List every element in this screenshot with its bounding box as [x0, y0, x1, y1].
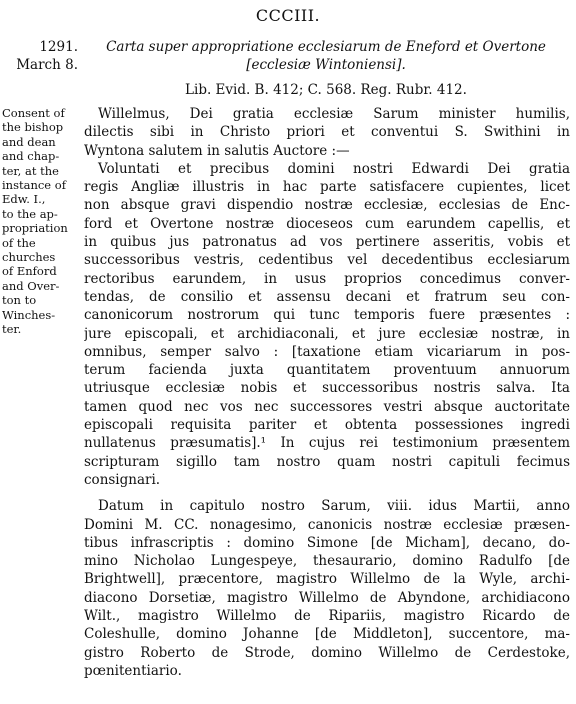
text-line: jure episcopali, et archidiaconali, et jure ecclesiæ nostræ, in: [84, 325, 570, 342]
text-line: Brightwell], præcentore, magistro Willelmo de la Wyle, archi-: [84, 571, 570, 588]
title-line: Carta super appropriatione ecclesiarum de Eneford et Overtone: [106, 39, 546, 55]
text-line: Voluntati et precibus domini nostri Edwardi Dei gratia: [98, 160, 570, 177]
text-line: episcopali requisita pariter et obtenta possessiones ingredi: [84, 417, 570, 434]
text-line: omnibus, semper salvo : [taxatione etiam vicariarum in pos-: [84, 343, 570, 360]
note-line: propriation: [2, 221, 68, 236]
text-line: diacono Dorsetiæ, magistro Willelmo de Abyndone, archidiacono: [84, 589, 570, 606]
text-line: Domini M. CC. nonagesimo, canonicis nostræ ecclesiæ præsen-: [84, 516, 570, 533]
text-line: rectoribus earundem, in usus proprios concedimus conver-: [84, 270, 570, 287]
margin-summary-note: [2, 106, 78, 337]
text-line: regis Angliæ illustris in hac parte satisfacere cupientes, licet: [84, 179, 570, 196]
charter-body: [84, 105, 570, 680]
text-line: mino Nicholao Lungespeye, thesaurario, domino Radulfo [de: [84, 553, 570, 570]
document-number-heading: CCCIII.: [255, 6, 321, 25]
source-references: Lib. Evid. B. 412; C. 568. Reg. Rubr. 412.: [185, 82, 467, 98]
text-line: consignari.: [84, 471, 161, 488]
note-line: and dean: [2, 134, 56, 149]
paragraph-gap: [84, 489, 570, 497]
note-line: Consent of: [2, 106, 65, 120]
note-line: Edw. I.,: [2, 192, 46, 207]
text-line: scripturam sigillo tam nostro quam nostri capituli fecimus: [84, 453, 570, 470]
text-line: pœnitentiario.: [84, 662, 182, 679]
text-line: nullatenus præsumatis].¹ In cujus rei testimonium præsentem: [84, 435, 570, 452]
date-day: March 8.: [16, 57, 78, 73]
text-line: successoribus vestris, cedentibus vel decedentibus ecclesiarum: [84, 252, 570, 269]
note-line: Winches-: [2, 307, 56, 322]
date-block: [8, 38, 78, 74]
note-line: ton to: [2, 293, 37, 308]
text-line: gistro Roberto de Strode, domino Willelmo de Cerdestoke,: [84, 644, 570, 661]
note-line: churches: [2, 250, 56, 265]
note-line: and chap-: [2, 149, 60, 164]
note-line: the bishop: [2, 120, 64, 135]
text-line: terum facienda juxta quantitatem proventuum annuorum: [84, 362, 570, 379]
note-line: of the: [2, 235, 36, 250]
text-line: Willelmus, Dei gratia ecclesiæ Sarum minister humilis,: [98, 106, 570, 122]
note-line: ter.: [2, 322, 22, 337]
text-line: tamen quod nec vos nec successores vestri absque auctoritate: [84, 398, 570, 415]
charter-title: [84, 38, 568, 74]
text-line: Wyntona salutem in salutis Auctore :—: [84, 142, 350, 159]
text-line: dilectis sibi in Christo priori et conventui S. Swithini in: [84, 124, 570, 141]
note-line: of Enford: [2, 264, 57, 279]
date-year: 1291.: [39, 39, 78, 55]
text-line: Coleshulle, domino Johanne [de Middleton], succentore, ma-: [84, 626, 570, 643]
text-line: Datum in capitulo nostro Sarum, viii. idus Martii, anno: [98, 498, 570, 515]
text-line: tibus infrascriptis : domino Simone [de Micham], decano, do-: [84, 534, 570, 551]
text-line: tendas, de consilio et assensu decani et fratrum seu con-: [84, 288, 570, 305]
text-line: in quibus jus patronatus ad vos pertinere asseritis, vobis et: [84, 234, 570, 251]
note-line: and Over-: [2, 278, 60, 293]
note-line: instance of: [2, 178, 66, 193]
text-line: canonicorum nostrorum qui tunc temporis fuere præsentes :: [84, 307, 570, 324]
text-line: non absque gravi dispendio nostræ ecclesiæ, ecclesias de Enc-: [84, 197, 570, 214]
text-line: utriusque ecclesiæ nobis et successoribus nostris salva. Ita: [84, 380, 570, 397]
text-line: ford et Overtone nostræ dioceseos cum earundem capellis, et: [84, 215, 570, 232]
title-line: [ecclesiæ Wintoniensi].: [246, 57, 406, 73]
note-line: ter, at the: [2, 163, 59, 178]
note-line: to the ap-: [2, 206, 58, 221]
text-line: Wilt., magistro Willelmo de Ripariis, magistro Ricardo de: [84, 608, 570, 625]
